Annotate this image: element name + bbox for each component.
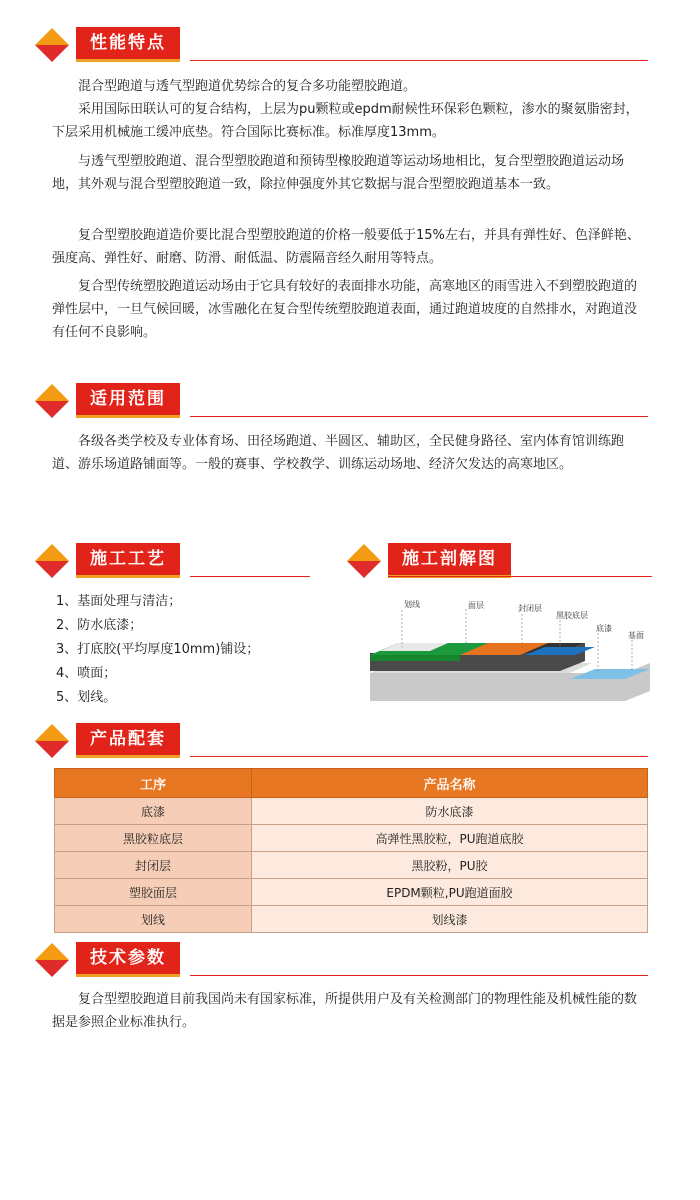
scope-header: [40, 383, 648, 419]
products-table: [54, 768, 648, 933]
diagram-label: 黑胶底层: [556, 611, 588, 620]
diagram-header: [352, 543, 652, 579]
diamond-icon: [35, 943, 69, 977]
features-header: [40, 27, 648, 63]
table-cell: EPDM颗粒,PU跑道面胶: [252, 879, 648, 906]
table-row: [55, 852, 648, 879]
layer-cross-section-diagram: [370, 595, 655, 715]
list-item: 5、划线。: [56, 690, 117, 705]
tech-paragraph: 复合型塑胶跑道目前我国尚未有国家标准，所提供用户及有关检测部门的物理性能及机械性能的数据是参照企业标准执行。: [52, 992, 638, 1030]
table-row: [55, 879, 648, 906]
list-item: 2、防水底漆；: [56, 618, 143, 633]
table-cell: 划线: [55, 906, 252, 933]
features-paragraph-3: 与透气型塑胶跑道、混合型塑胶跑道和预铸型橡胶跑道等运动场地相比，复合型塑胶跑道运动场地，其外观与混合型塑胶跑道一致，除拉伸强度外其它数据与混合型塑胶跑道基本一致。: [52, 154, 625, 192]
features-paragraph-4: 复合型塑胶跑道造价要比混合型塑胶跑道的价格一般要低于15%左右，并具有弹性好、色泽鲜艳、强度高、弹性好、耐磨、防滑、耐低温、防震隔音经久耐用等特点。: [52, 228, 640, 266]
products-header: [40, 723, 648, 759]
process-header: [40, 543, 310, 579]
table-row: [55, 906, 648, 933]
divider: [190, 756, 648, 757]
column-header: 工序: [55, 769, 252, 798]
table-cell: 黑胶粉，PU胶: [252, 852, 648, 879]
table-cell: 防水底漆: [252, 798, 648, 825]
table-cell: 高弹性黑胶粒，PU跑道底胶: [252, 825, 648, 852]
table-cell: 划线漆: [252, 906, 648, 933]
features-paragraph-1: 混合型跑道与透气型跑道优势综合的复合多功能塑胶跑道。: [78, 79, 417, 94]
process-steps: [56, 590, 259, 710]
list-item: 4、喷面；: [56, 666, 117, 681]
table-cell: 塑胶面层: [55, 879, 252, 906]
table-cell: 底漆: [55, 798, 252, 825]
divider: [388, 576, 652, 577]
table-row: [55, 825, 648, 852]
features-paragraph-2: 采用国际田联认可的复合结构，上层为pu颗粒或epdm耐候性环保彩色颗粒，渗水的聚氨脂密封，下层采用机械施工缓冲底垫。符合国际比赛标准。标准厚度13mm。: [52, 102, 639, 140]
diagram-label: 划线: [404, 600, 420, 609]
diagram-label: 面层: [468, 601, 484, 610]
divider: [190, 416, 648, 417]
divider: [190, 975, 648, 976]
divider: [190, 60, 648, 61]
scope-paragraph: 各级各类学校及专业体育场、田径场跑道、半圆区、辅助区，全民健身路径、室内体育馆训练跑道、游乐场道路铺面等。一般的赛事、学校教学、训练运动场地、经济欠发达的高寒地区。: [52, 434, 625, 472]
table-header-row: [55, 769, 648, 798]
diagram-label: 封闭层: [518, 604, 542, 613]
diamond-icon: [35, 544, 69, 578]
diamond-icon: [35, 28, 69, 62]
diagram-label: 基面: [628, 631, 644, 640]
diamond-icon: [347, 544, 381, 578]
table-cell: 黑胶粒底层: [55, 825, 252, 852]
features-title: 性能特点: [76, 27, 180, 62]
diamond-icon: [35, 384, 69, 418]
scope-title: 适用范围: [76, 383, 180, 418]
divider: [190, 576, 310, 577]
surface-front: [370, 655, 460, 661]
diagram-title: 施工剖解图: [388, 543, 511, 578]
list-item: 3、打底胶(平均厚度10mm)铺设；: [56, 642, 260, 657]
tech-title: 技术参数: [76, 942, 180, 977]
list-item: 1、基面处理与清洁；: [56, 594, 182, 609]
diagram-label: 底漆: [596, 624, 612, 633]
tech-header: [40, 942, 648, 978]
diamond-icon: [35, 724, 69, 758]
products-title: 产品配套: [76, 723, 180, 758]
features-paragraph-5: 复合型传统塑胶跑道运动场由于它具有较好的表面排水功能，高寒地区的雨雪进入不到塑胶跑道的弹性层中，一旦气候回暖，冰雪融化在复合型传统塑胶跑道表面，通过跑道坡度的自然排水，对跑道没有任何不良影响。: [52, 279, 638, 340]
process-title: 施工工艺: [76, 543, 180, 578]
table-row: [55, 798, 648, 825]
column-header: 产品名称: [252, 769, 648, 798]
table-cell: 封闭层: [55, 852, 252, 879]
